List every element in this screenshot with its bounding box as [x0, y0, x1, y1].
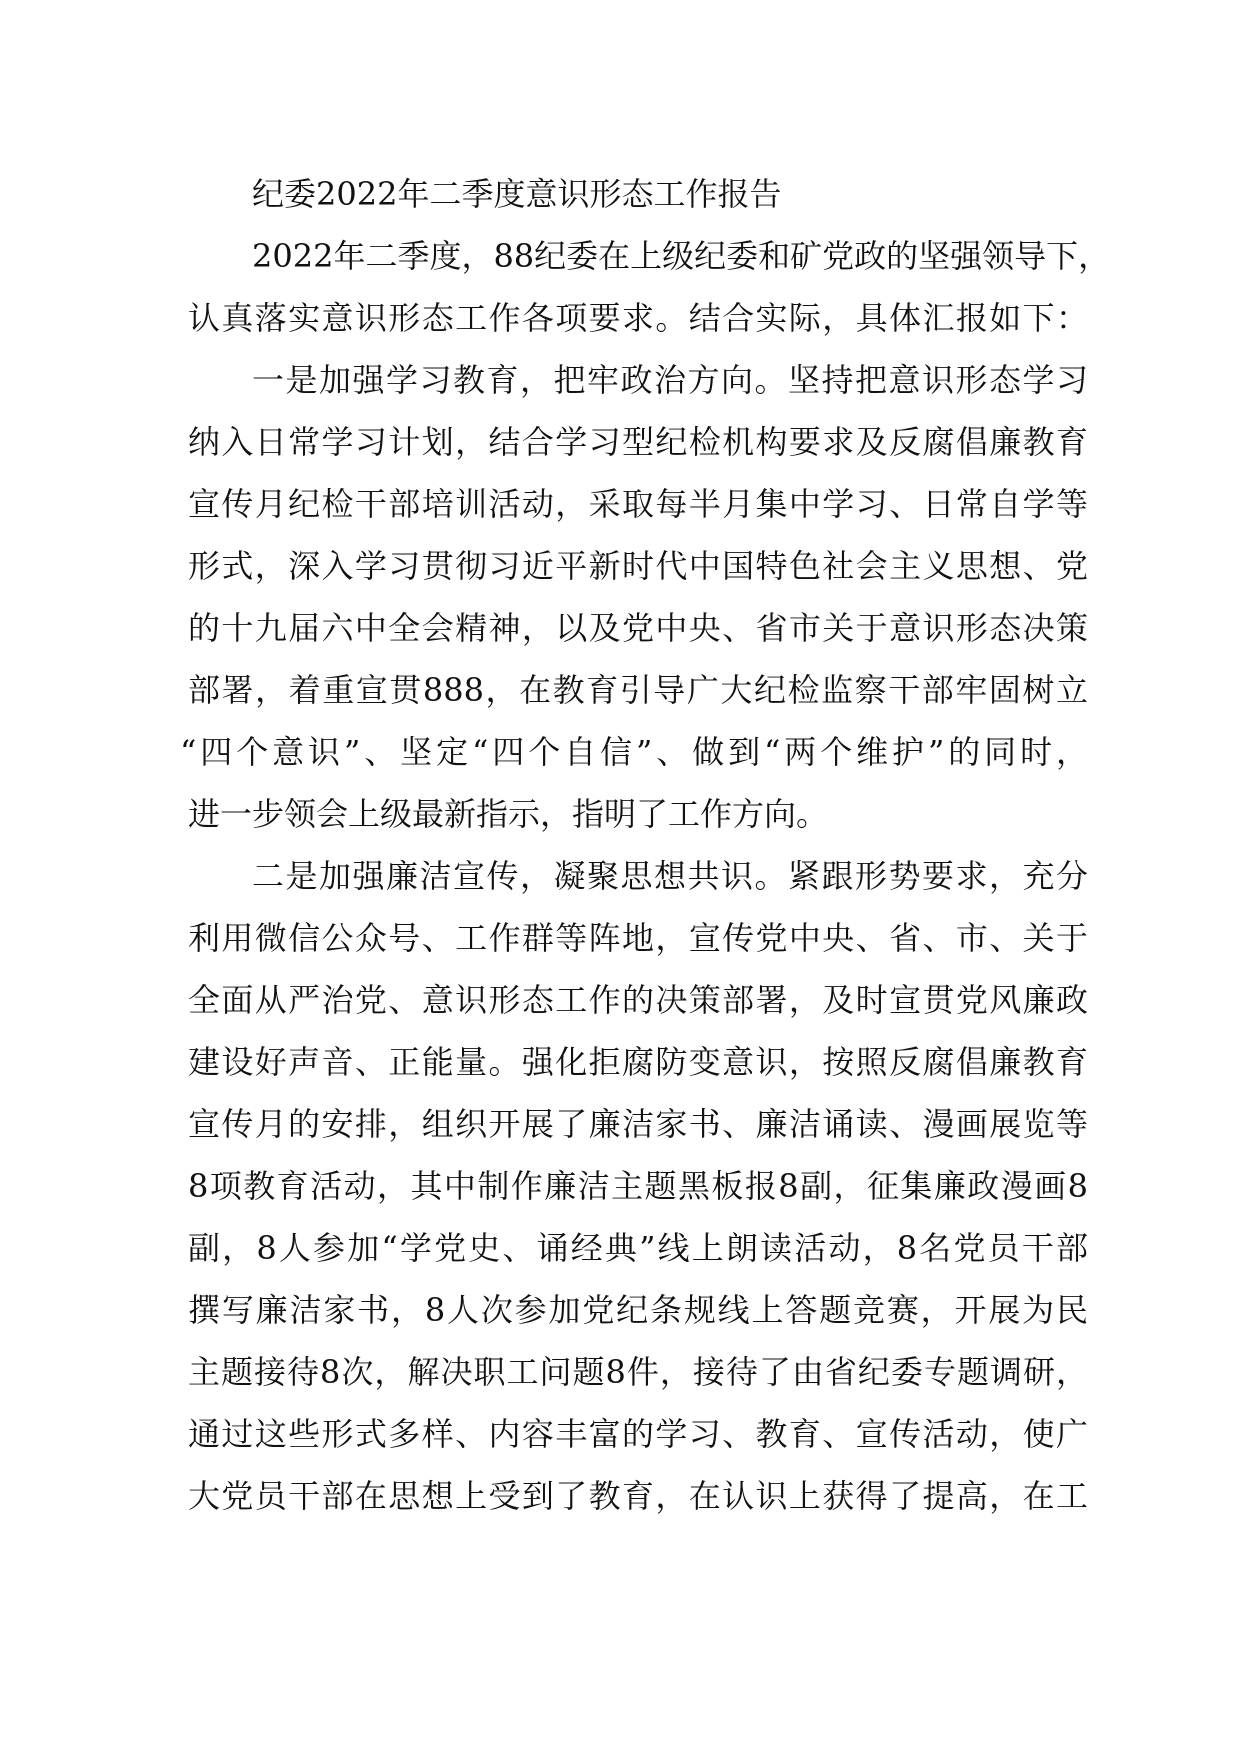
text-line: 8项教育活动，其中制作廉洁主题黑板报8副，征集廉政漫画8 — [188, 1167, 1088, 1205]
text-line: 的十九届六中全会精神，以及党中央、省市关于意识形态决策 — [188, 609, 1088, 647]
text-line: 全面从严治党、意识形态工作的决策部署，及时宣贯党风廉政 — [188, 981, 1088, 1019]
text-line: 纳入日常学习计划，结合学习型纪检机构要求及反腐倡廉教育 — [188, 423, 1088, 461]
text-line: 一是加强学习教育，把牢政治方向。坚持把意识形态学习 — [252, 361, 1088, 399]
document-title: 纪委2022年二季度意识形态工作报告 — [252, 175, 782, 213]
text-line: “四个意识”、坚定“四个自信”、做到“两个维护”的同时， — [180, 733, 1088, 771]
text-line: 宣传月的安排，组织开展了廉洁家书、廉洁诵读、漫画展览等 — [188, 1105, 1088, 1143]
text-line: 建设好声音、正能量。强化拒腐防变意识，按照反腐倡廉教育 — [188, 1043, 1088, 1081]
text-line: 进一步领会上级最新指示，指明了工作方向。 — [188, 795, 829, 833]
text-line: 通过这些形式多样、内容丰富的学习、教育、宣传活动，使广 — [188, 1415, 1088, 1453]
text-line: 副，8人参加“学党史、诵经典”线上朗读活动，8名党员干部 — [188, 1229, 1088, 1267]
text-line: 部署，着重宣贯888，在教育引导广大纪检监察干部牢固树立 — [188, 671, 1088, 709]
text-line: 形式，深入学习贯彻习近平新时代中国特色社会主义思想、党 — [188, 547, 1088, 585]
text-line: 二是加强廉洁宣传，凝聚思想共识。紧跟形势要求，充分 — [252, 857, 1088, 895]
text-line: 主题接待8次，解决职工问题8件，接待了由省纪委专题调研， — [188, 1353, 1088, 1391]
text-line: 2022年二季度，88纪委在上级纪委和矿党政的坚强领导下， — [252, 237, 1111, 275]
text-line: 大党员干部在思想上受到了教育，在认识上获得了提高，在工 — [188, 1477, 1088, 1515]
text-line: 认真落实意识形态工作各项要求。结合实际，具体汇报如下： — [188, 299, 1088, 337]
text-line: 宣传月纪检干部培训活动，采取每半月集中学习、日常自学等 — [188, 485, 1088, 523]
text-line: 撰写廉洁家书，8人次参加党纪条规线上答题竞赛，开展为民 — [188, 1291, 1088, 1329]
text-line: 利用微信公众号、工作群等阵地，宣传党中央、省、市、关于 — [188, 919, 1088, 957]
